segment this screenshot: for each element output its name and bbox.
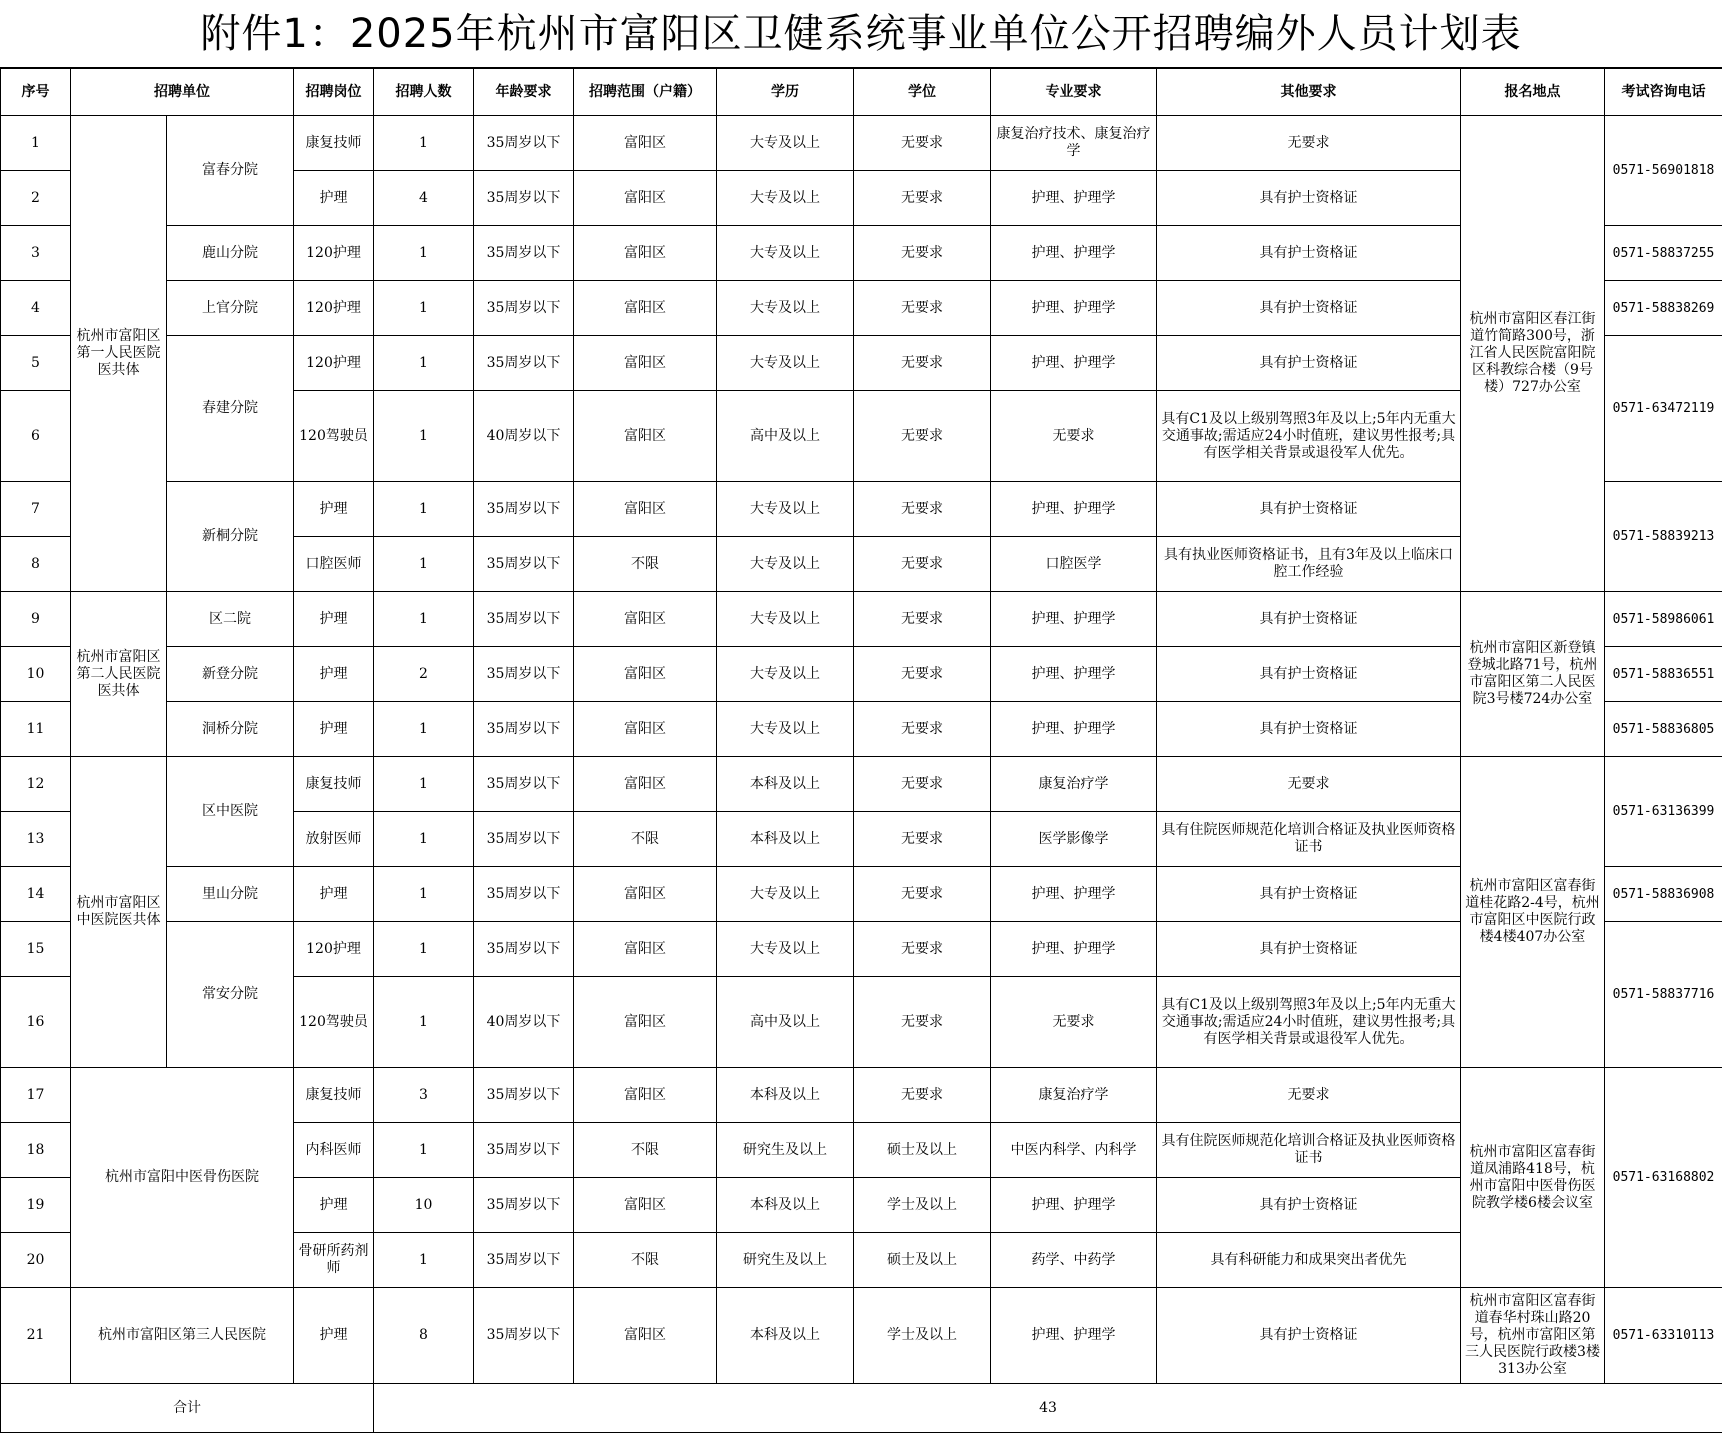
cell-scope: 富阳区 [574, 482, 717, 537]
header-count: 招聘人数 [374, 69, 474, 116]
cell-branch: 区中医院 [167, 757, 294, 867]
cell-unit: 杭州市富阳区第三人民医院 [71, 1288, 294, 1384]
header-location: 报名地点 [1461, 69, 1605, 116]
cell-scope: 富阳区 [574, 702, 717, 757]
cell-post: 护理 [294, 1178, 374, 1233]
cell-age: 35周岁以下 [474, 922, 574, 977]
cell-phone: 0571-58837255 [1605, 226, 1722, 281]
cell-seq: 1 [1, 116, 71, 171]
cell-location: 杭州市富阳区富春街道桂花路2-4号，杭州市富阳区中医院行政楼4楼407办公室 [1461, 757, 1605, 1068]
header-education: 学历 [717, 69, 854, 116]
cell-scope: 富阳区 [574, 1068, 717, 1123]
cell-post: 120驾驶员 [294, 391, 374, 482]
cell-degree: 无要求 [854, 226, 991, 281]
cell-age: 35周岁以下 [474, 1288, 574, 1384]
cell-unit: 杭州市富阳中医骨伤医院 [71, 1068, 294, 1288]
cell-count: 3 [374, 1068, 474, 1123]
cell-age: 35周岁以下 [474, 537, 574, 592]
cell-branch: 洞桥分院 [167, 702, 294, 757]
cell-education: 大专及以上 [717, 867, 854, 922]
cell-seq: 12 [1, 757, 71, 812]
cell-unit: 杭州市富阳区中医院医共体 [71, 757, 167, 1068]
cell-degree: 学士及以上 [854, 1288, 991, 1384]
cell-degree: 无要求 [854, 171, 991, 226]
cell-other: 具有护士资格证 [1157, 171, 1461, 226]
cell-education: 高中及以上 [717, 977, 854, 1068]
cell-phone: 0571-63310113 [1605, 1288, 1722, 1384]
cell-age: 35周岁以下 [474, 226, 574, 281]
cell-other: 具有护士资格证 [1157, 592, 1461, 647]
cell-branch: 鹿山分院 [167, 226, 294, 281]
cell-other: 具有护士资格证 [1157, 482, 1461, 537]
cell-education: 研究生及以上 [717, 1123, 854, 1178]
cell-major: 药学、中药学 [991, 1233, 1157, 1288]
cell-major: 康复治疗学 [991, 757, 1157, 812]
cell-branch: 新登分院 [167, 647, 294, 702]
cell-other: 无要求 [1157, 116, 1461, 171]
cell-major: 护理、护理学 [991, 226, 1157, 281]
cell-major: 康复治疗技术、康复治疗学 [991, 116, 1157, 171]
cell-degree: 无要求 [854, 1068, 991, 1123]
cell-post: 康复技师 [294, 116, 374, 171]
table-row [1, 757, 1722, 812]
cell-major: 护理、护理学 [991, 171, 1157, 226]
cell-degree: 无要求 [854, 537, 991, 592]
header-unit: 招聘单位 [71, 69, 294, 116]
cell-seq: 4 [1, 281, 71, 336]
cell-education: 本科及以上 [717, 1068, 854, 1123]
cell-phone: 0571-63168802 [1605, 1068, 1722, 1288]
cell-branch: 新桐分院 [167, 482, 294, 592]
cell-education: 本科及以上 [717, 757, 854, 812]
cell-education: 大专及以上 [717, 592, 854, 647]
cell-education: 大专及以上 [717, 281, 854, 336]
cell-education: 大专及以上 [717, 482, 854, 537]
cell-unit: 杭州市富阳区第二人民医院医共体 [71, 592, 167, 757]
cell-post: 120护理 [294, 281, 374, 336]
cell-count: 1 [374, 977, 474, 1068]
cell-location: 杭州市富阳区春江街道竹简路300号，浙江省人民医院富阳院区科教综合楼（9号楼）727办公室 [1461, 116, 1605, 592]
cell-degree: 无要求 [854, 592, 991, 647]
cell-education: 本科及以上 [717, 1288, 854, 1384]
header-phone: 考试咨询电话 [1605, 69, 1722, 116]
cell-post: 口腔医师 [294, 537, 374, 592]
cell-seq: 18 [1, 1123, 71, 1178]
cell-education: 大专及以上 [717, 647, 854, 702]
cell-seq: 9 [1, 592, 71, 647]
cell-education: 本科及以上 [717, 1178, 854, 1233]
cell-count: 1 [374, 281, 474, 336]
cell-scope: 不限 [574, 537, 717, 592]
cell-education: 大专及以上 [717, 171, 854, 226]
cell-major: 无要求 [991, 391, 1157, 482]
cell-seq: 14 [1, 867, 71, 922]
header-major: 专业要求 [991, 69, 1157, 116]
cell-major: 护理、护理学 [991, 867, 1157, 922]
cell-other: 具有护士资格证 [1157, 867, 1461, 922]
cell-degree: 无要求 [854, 336, 991, 391]
cell-age: 35周岁以下 [474, 1233, 574, 1288]
cell-degree: 无要求 [854, 116, 991, 171]
cell-phone: 0571-58839213 [1605, 482, 1722, 592]
cell-post: 护理 [294, 1288, 374, 1384]
cell-scope: 富阳区 [574, 592, 717, 647]
cell-seq: 3 [1, 226, 71, 281]
cell-post: 康复技师 [294, 1068, 374, 1123]
cell-major: 护理、护理学 [991, 482, 1157, 537]
total-label: 合计 [1, 1384, 374, 1433]
cell-scope: 不限 [574, 812, 717, 867]
cell-seq: 11 [1, 702, 71, 757]
table-row [1, 116, 1722, 171]
cell-location: 杭州市富阳区富春街道春华村珠山路20号，杭州市富阳区第三人民医院行政楼3楼313办公室 [1461, 1288, 1605, 1384]
cell-degree: 无要求 [854, 867, 991, 922]
cell-branch: 富春分院 [167, 116, 294, 226]
cell-phone: 0571-63136399 [1605, 757, 1722, 867]
cell-post: 护理 [294, 647, 374, 702]
cell-branch: 区二院 [167, 592, 294, 647]
cell-scope: 富阳区 [574, 1178, 717, 1233]
cell-scope: 富阳区 [574, 226, 717, 281]
cell-count: 8 [374, 1288, 474, 1384]
cell-other: 具有C1及以上级别驾照3年及以上;5年内无重大交通事故;需适应24小时值班，建议男性报考;具有医学相关背景或退役军人优先。 [1157, 391, 1461, 482]
cell-branch: 常安分院 [167, 922, 294, 1068]
cell-major: 护理、护理学 [991, 336, 1157, 391]
recruitment-table [0, 68, 1722, 1433]
cell-other: 具有住院医师规范化培训合格证及执业医师资格证书 [1157, 1123, 1461, 1178]
page-title: 附件1：2025年杭州市富阳区卫健系统事业单位公开招聘编外人员计划表 [0, 0, 1722, 68]
cell-post: 护理 [294, 482, 374, 537]
cell-phone: 0571-58837716 [1605, 922, 1722, 1068]
cell-age: 35周岁以下 [474, 1068, 574, 1123]
cell-other: 具有护士资格证 [1157, 702, 1461, 757]
header-other: 其他要求 [1157, 69, 1461, 116]
cell-major: 护理、护理学 [991, 922, 1157, 977]
cell-location: 杭州市富阳区富春街道凤浦路418号，杭州市富阳中医骨伤医院教学楼6楼会议室 [1461, 1068, 1605, 1288]
cell-degree: 无要求 [854, 702, 991, 757]
cell-post: 放射医师 [294, 812, 374, 867]
cell-major: 医学影像学 [991, 812, 1157, 867]
cell-count: 4 [374, 171, 474, 226]
cell-major: 护理、护理学 [991, 702, 1157, 757]
cell-major: 护理、护理学 [991, 281, 1157, 336]
cell-post: 120驾驶员 [294, 977, 374, 1068]
cell-phone: 0571-58836908 [1605, 867, 1722, 922]
cell-seq: 20 [1, 1233, 71, 1288]
cell-education: 大专及以上 [717, 537, 854, 592]
cell-age: 35周岁以下 [474, 867, 574, 922]
cell-seq: 10 [1, 647, 71, 702]
cell-age: 35周岁以下 [474, 592, 574, 647]
cell-count: 1 [374, 867, 474, 922]
cell-count: 1 [374, 226, 474, 281]
cell-unit: 杭州市富阳区第一人民医院医共体 [71, 116, 167, 592]
header-seq: 序号 [1, 69, 71, 116]
cell-degree: 无要求 [854, 281, 991, 336]
cell-major: 护理、护理学 [991, 592, 1157, 647]
cell-degree: 无要求 [854, 977, 991, 1068]
cell-major: 口腔医学 [991, 537, 1157, 592]
cell-count: 10 [374, 1178, 474, 1233]
cell-count: 2 [374, 647, 474, 702]
cell-scope: 富阳区 [574, 647, 717, 702]
cell-scope: 富阳区 [574, 757, 717, 812]
cell-seq: 16 [1, 977, 71, 1068]
cell-age: 35周岁以下 [474, 757, 574, 812]
cell-education: 大专及以上 [717, 336, 854, 391]
header-degree: 学位 [854, 69, 991, 116]
cell-other: 具有护士资格证 [1157, 1178, 1461, 1233]
total-row [1, 1384, 1722, 1433]
cell-education: 高中及以上 [717, 391, 854, 482]
cell-seq: 13 [1, 812, 71, 867]
cell-count: 1 [374, 1123, 474, 1178]
cell-phone: 0571-58986061 [1605, 592, 1722, 647]
cell-major: 护理、护理学 [991, 647, 1157, 702]
cell-post: 护理 [294, 867, 374, 922]
cell-major: 无要求 [991, 977, 1157, 1068]
cell-other: 具有护士资格证 [1157, 281, 1461, 336]
cell-other: 具有护士资格证 [1157, 1288, 1461, 1384]
cell-scope: 不限 [574, 1233, 717, 1288]
cell-scope: 富阳区 [574, 1288, 717, 1384]
cell-other: 具有护士资格证 [1157, 336, 1461, 391]
cell-degree: 无要求 [854, 922, 991, 977]
cell-major: 康复治疗学 [991, 1068, 1157, 1123]
cell-scope: 富阳区 [574, 281, 717, 336]
cell-other: 无要求 [1157, 757, 1461, 812]
cell-post: 120护理 [294, 226, 374, 281]
cell-education: 大专及以上 [717, 922, 854, 977]
table-row [1, 1068, 1722, 1123]
cell-post: 护理 [294, 592, 374, 647]
cell-count: 1 [374, 922, 474, 977]
cell-post: 骨研所药剂师 [294, 1233, 374, 1288]
cell-seq: 6 [1, 391, 71, 482]
cell-degree: 无要求 [854, 482, 991, 537]
cell-age: 40周岁以下 [474, 391, 574, 482]
cell-other: 具有科研能力和成果突出者优先 [1157, 1233, 1461, 1288]
cell-age: 35周岁以下 [474, 702, 574, 757]
cell-phone: 0571-58838269 [1605, 281, 1722, 336]
cell-degree: 硕士及以上 [854, 1123, 991, 1178]
table-row [1, 592, 1722, 647]
cell-count: 1 [374, 391, 474, 482]
cell-post: 护理 [294, 702, 374, 757]
header-row [1, 69, 1722, 116]
cell-age: 35周岁以下 [474, 482, 574, 537]
cell-seq: 19 [1, 1178, 71, 1233]
cell-branch: 里山分院 [167, 867, 294, 922]
cell-age: 35周岁以下 [474, 1178, 574, 1233]
cell-scope: 富阳区 [574, 922, 717, 977]
cell-education: 研究生及以上 [717, 1233, 854, 1288]
cell-post: 120护理 [294, 922, 374, 977]
cell-degree: 无要求 [854, 391, 991, 482]
cell-education: 大专及以上 [717, 702, 854, 757]
cell-scope: 富阳区 [574, 171, 717, 226]
cell-branch: 上官分院 [167, 281, 294, 336]
cell-phone: 0571-58836551 [1605, 647, 1722, 702]
cell-count: 1 [374, 592, 474, 647]
cell-degree: 无要求 [854, 812, 991, 867]
table-row [1, 1288, 1722, 1384]
cell-age: 35周岁以下 [474, 281, 574, 336]
cell-age: 35周岁以下 [474, 647, 574, 702]
cell-count: 1 [374, 336, 474, 391]
cell-major: 护理、护理学 [991, 1178, 1157, 1233]
cell-post: 康复技师 [294, 757, 374, 812]
cell-education: 大专及以上 [717, 226, 854, 281]
cell-seq: 2 [1, 171, 71, 226]
cell-age: 35周岁以下 [474, 116, 574, 171]
cell-count: 1 [374, 757, 474, 812]
cell-scope: 富阳区 [574, 977, 717, 1068]
cell-phone: 0571-56901818 [1605, 116, 1722, 226]
cell-other: 具有护士资格证 [1157, 226, 1461, 281]
cell-age: 35周岁以下 [474, 171, 574, 226]
cell-seq: 17 [1, 1068, 71, 1123]
cell-age: 35周岁以下 [474, 812, 574, 867]
cell-education: 本科及以上 [717, 812, 854, 867]
cell-seq: 21 [1, 1288, 71, 1384]
cell-age: 35周岁以下 [474, 1123, 574, 1178]
cell-post: 护理 [294, 171, 374, 226]
cell-seq: 7 [1, 482, 71, 537]
cell-age: 35周岁以下 [474, 336, 574, 391]
cell-other: 无要求 [1157, 1068, 1461, 1123]
cell-count: 1 [374, 812, 474, 867]
cell-branch: 春建分院 [167, 336, 294, 482]
total-value: 43 [374, 1384, 1722, 1433]
cell-scope: 富阳区 [574, 391, 717, 482]
cell-scope: 富阳区 [574, 867, 717, 922]
cell-scope: 富阳区 [574, 336, 717, 391]
cell-degree: 无要求 [854, 647, 991, 702]
cell-post: 120护理 [294, 336, 374, 391]
cell-seq: 8 [1, 537, 71, 592]
header-age: 年龄要求 [474, 69, 574, 116]
cell-phone: 0571-58836805 [1605, 702, 1722, 757]
cell-other: 具有护士资格证 [1157, 922, 1461, 977]
cell-scope: 富阳区 [574, 116, 717, 171]
cell-post: 内科医师 [294, 1123, 374, 1178]
cell-degree: 学士及以上 [854, 1178, 991, 1233]
header-post: 招聘岗位 [294, 69, 374, 116]
cell-education: 大专及以上 [717, 116, 854, 171]
cell-degree: 硕士及以上 [854, 1233, 991, 1288]
cell-count: 1 [374, 537, 474, 592]
cell-seq: 5 [1, 336, 71, 391]
cell-scope: 不限 [574, 1123, 717, 1178]
cell-other: 具有C1及以上级别驾照3年及以上;5年内无重大交通事故;需适应24小时值班，建议男性报考;具有医学相关背景或退役军人优先。 [1157, 977, 1461, 1068]
header-scope: 招聘范围（户籍） [574, 69, 717, 116]
cell-location: 杭州市富阳区新登镇登城北路71号，杭州市富阳区第二人民医院3号楼724办公室 [1461, 592, 1605, 757]
cell-count: 1 [374, 482, 474, 537]
cell-count: 1 [374, 702, 474, 757]
cell-seq: 15 [1, 922, 71, 977]
cell-major: 中医内科学、内科学 [991, 1123, 1157, 1178]
cell-other: 具有护士资格证 [1157, 647, 1461, 702]
cell-other: 具有住院医师规范化培训合格证及执业医师资格证书 [1157, 812, 1461, 867]
cell-count: 1 [374, 1233, 474, 1288]
cell-count: 1 [374, 116, 474, 171]
cell-degree: 无要求 [854, 757, 991, 812]
cell-age: 40周岁以下 [474, 977, 574, 1068]
cell-other: 具有执业医师资格证书，且有3年及以上临床口腔工作经验 [1157, 537, 1461, 592]
cell-major: 护理、护理学 [991, 1288, 1157, 1384]
cell-phone: 0571-63472119 [1605, 336, 1722, 482]
